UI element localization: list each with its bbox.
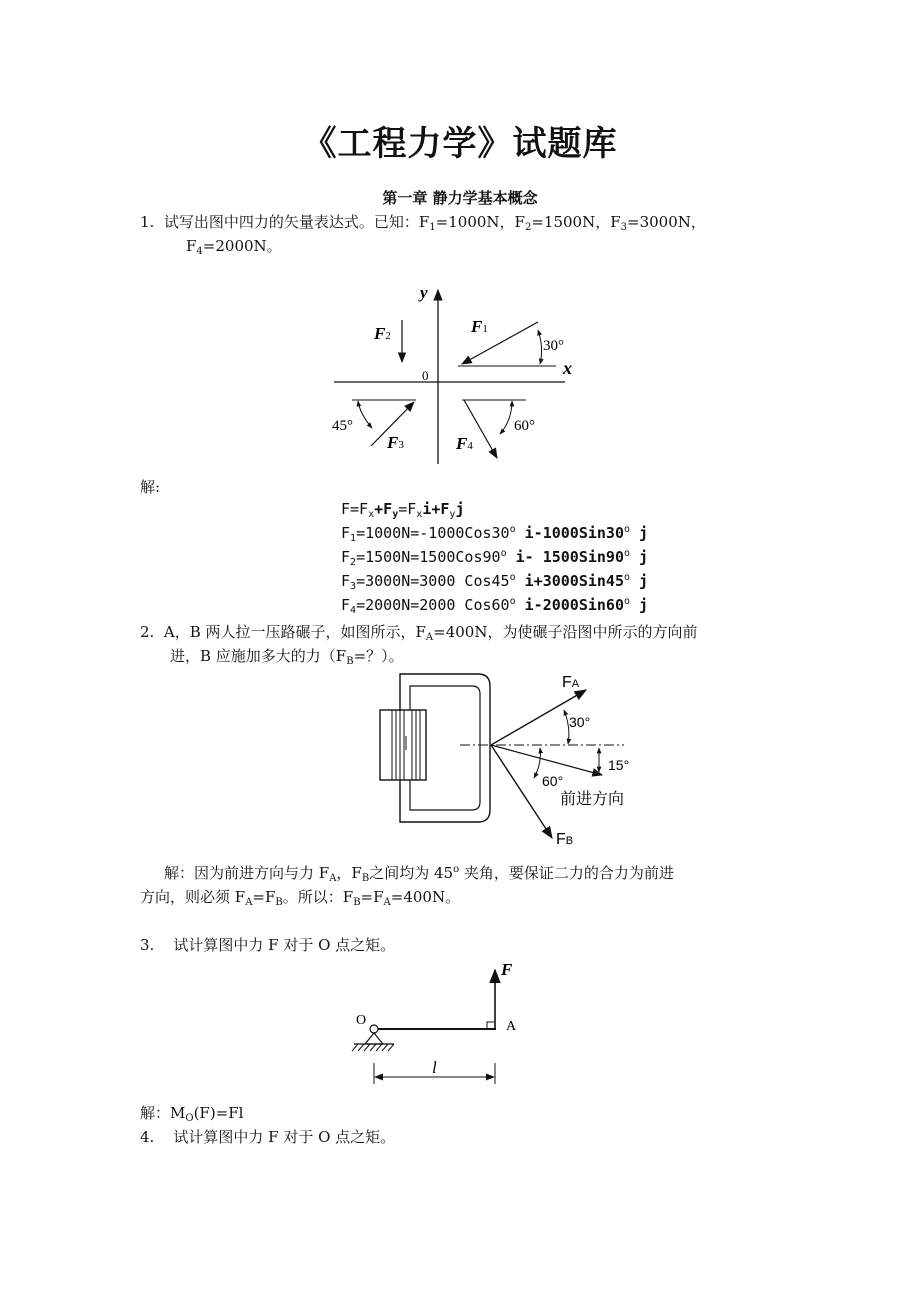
question-2-cont: 进，B 应施加多大的力（$F_B=$？）。: [170, 647, 404, 667]
f1-angle-arc: [538, 330, 542, 364]
solution-1-line-4: $F_3=3000N=3000$ Cos45$^o$ $i+3000Sin45^o$ j: [341, 572, 649, 592]
angle-60-label: 60°: [542, 773, 564, 789]
angle-15-label: 15°: [608, 757, 630, 773]
question-3: 3. 试计算图中力 F 对于 O 点之矩。: [140, 936, 396, 954]
figure-2-roller-diagram: [374, 668, 650, 848]
forward-direction-label: 前进方向: [560, 791, 625, 808]
chapter-heading: 第一章 静力学基本概念: [382, 189, 538, 207]
point-a-label: A: [506, 1019, 517, 1034]
solution-1-line-3: $F_2=1500N=1500Cos90^o$ i- 1500Sin90$^o$ j: [341, 548, 649, 568]
angle-30-label: 30°: [543, 338, 564, 354]
fb-label: FB: [556, 831, 574, 848]
question-2: 2. A，B 两人拉一压路碾子，如图所示，$F_A=400N$，为使碾子沿图中所示的方向前: [140, 623, 698, 643]
origin-label: 0: [422, 368, 429, 383]
solution-1-line-5: $F_4=2000N=2000$ Cos60$^o$ i-2000Sin60$^o$ j: [341, 596, 649, 616]
solution-1-line-2: $F_1=1000N=-1000Cos30^o$ i-1000Sin30$^o$ j: [341, 524, 649, 544]
f2-label: F2: [374, 324, 391, 343]
figure-3-beam-diagram: [344, 958, 534, 1094]
solution-1-line-1: $F=F_x+F_y=F_xi+F_yj$: [341, 500, 465, 520]
x-axis-label: x: [563, 358, 572, 378]
solution-1-label: 解:: [140, 478, 161, 496]
right-angle-mark: [487, 1022, 494, 1029]
angle-60-arc: [534, 748, 540, 778]
question-4: 4. 试计算图中力 F 对于 O 点之矩。: [140, 1128, 396, 1146]
solution-2-line-1: 解：因为前进方向与力 $F_A$，$F_B$之间均为 45$^o$ 夹角，要保证二力的合力为前进: [164, 864, 674, 884]
angle-45-label: 45°: [332, 418, 353, 434]
support-triangle: [365, 1033, 383, 1044]
y-axis-label: y: [420, 283, 428, 302]
length-label: l: [432, 1058, 437, 1077]
f1-label: F1: [471, 317, 488, 336]
f4-label: F4: [456, 434, 473, 453]
angle-30-label: 30°: [569, 714, 591, 730]
angle-60-label: 60°: [514, 418, 535, 434]
figure-1-force-diagram: [320, 278, 590, 470]
point-o-label: O: [356, 1013, 367, 1028]
ground-hatch: [352, 1044, 394, 1051]
force-f-label: F: [501, 960, 513, 979]
fa-label: FA: [562, 674, 580, 691]
solution-3: 解：$M_O(F)=Fl$: [140, 1104, 244, 1124]
page-title: 《工程力学》试题库: [302, 124, 618, 164]
question-1: 1. 试写出图中四力的矢量表达式。已知：$F_1=1000N$，$F_2=1500N$，$F_3=3000N$，: [140, 213, 706, 233]
f3-label: F3: [387, 433, 404, 452]
question-1-cont: $F_4=2000N$。: [186, 237, 282, 257]
pin-support: [370, 1025, 378, 1033]
solution-2-line-2: 方向，则必须 $F_A=F_B$。所以：$F_B=F_A=400N$。: [140, 888, 461, 908]
f4-angle-arc: [500, 401, 512, 434]
roller-drum: [380, 710, 426, 780]
f3-angle-arc: [358, 401, 372, 428]
